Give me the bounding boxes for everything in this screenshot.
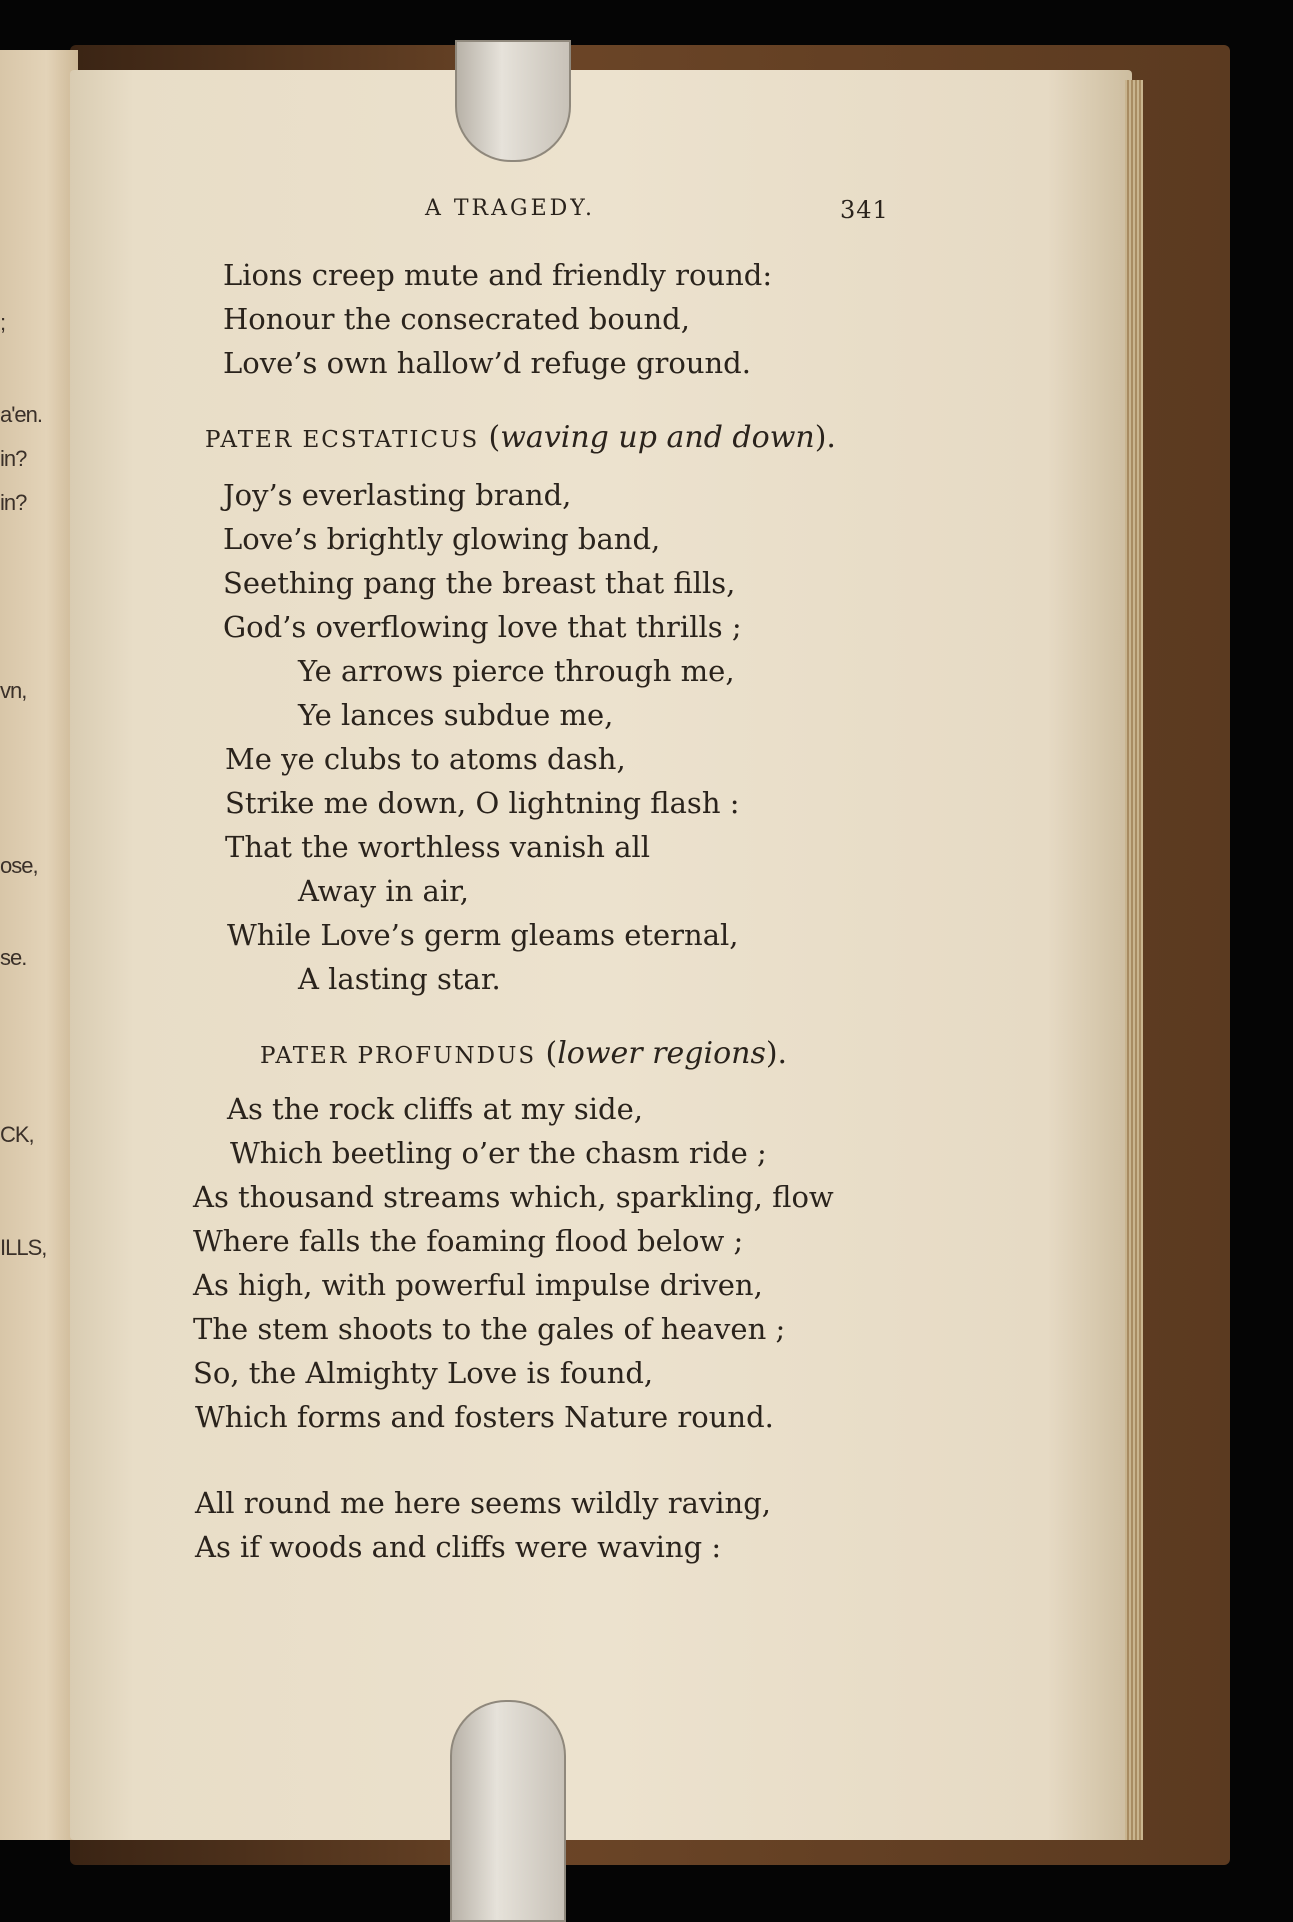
page-clip-top	[455, 40, 571, 162]
stage-direction: lower regions	[557, 1036, 766, 1071]
verse-line: As high, with powerful impulse driven,	[193, 1268, 763, 1302]
verse-line: Which beetling o’er the chasm ride ;	[230, 1136, 767, 1170]
verse-line: Ye arrows pierce through me,	[298, 654, 735, 688]
verse-line: Away in air,	[298, 874, 469, 908]
verse-line: Me ye clubs to atoms dash,	[225, 742, 626, 776]
left-fragment: vn,	[0, 678, 27, 703]
verse-line: Love’s brightly glowing band,	[223, 522, 661, 556]
verse-line: Strike me down, O lightning flash :	[225, 786, 740, 820]
verse-line: All round me here seems wildly raving,	[195, 1486, 772, 1520]
left-fragment: se.	[0, 945, 27, 970]
verse-line: So, the Almighty Love is found,	[193, 1356, 654, 1390]
verse-line: God’s overflowing love that thrills ;	[223, 610, 742, 644]
verse-line: Ye lances subdue me,	[298, 698, 614, 732]
verse-line: As the rock cliffs at my side,	[227, 1092, 643, 1126]
verse-line: That the worthless vanish all	[225, 830, 651, 864]
speaker-heading: PATER ECSTATICUS (waving up and down).	[205, 420, 836, 455]
left-fragment: ILLS,	[0, 1235, 47, 1260]
verse-line: A lasting star.	[298, 962, 501, 996]
running-head: A TRAGEDY.	[425, 196, 595, 221]
verse-line: Where falls the foaming flood below ;	[193, 1224, 744, 1258]
speaker-name: PATER PROFUNDUS	[260, 1043, 537, 1069]
page-block-edge	[1125, 80, 1143, 1840]
verse-line: As if woods and cliffs were waving :	[195, 1530, 722, 1564]
verse-line: Lions creep mute and friendly round:	[223, 258, 773, 292]
left-fragment: in?	[0, 490, 27, 515]
left-fragment: ose,	[0, 853, 38, 878]
verse-line: The stem shoots to the gales of heaven ;	[193, 1312, 786, 1346]
speaker-heading: PATER PROFUNDUS (lower regions).	[260, 1036, 788, 1071]
left-fragment: in?	[0, 446, 27, 471]
page-number: 341	[840, 196, 889, 224]
left-fragment: a'en.	[0, 402, 43, 427]
verse-line: Seething pang the breast that fills,	[223, 566, 736, 600]
left-fragment: ;	[0, 310, 6, 335]
verse-line: Which forms and fosters Nature round.	[195, 1400, 774, 1434]
verse-line: While Love’s germ gleams eternal,	[227, 918, 739, 952]
page-clip-bottom	[450, 1700, 566, 1922]
left-fragment: CK,	[0, 1122, 34, 1147]
verse-line: Honour the consecrated bound,	[223, 302, 690, 336]
verse-line: As thousand streams which, sparkling, flow	[193, 1180, 834, 1214]
verse-line: Joy’s everlasting brand,	[223, 478, 572, 512]
verse-line: Love’s own hallow’d refuge ground.	[223, 346, 751, 380]
left-page-edge	[0, 50, 78, 1840]
stage-direction: waving up and down	[500, 420, 815, 455]
speaker-name: PATER ECSTATICUS	[205, 427, 480, 453]
